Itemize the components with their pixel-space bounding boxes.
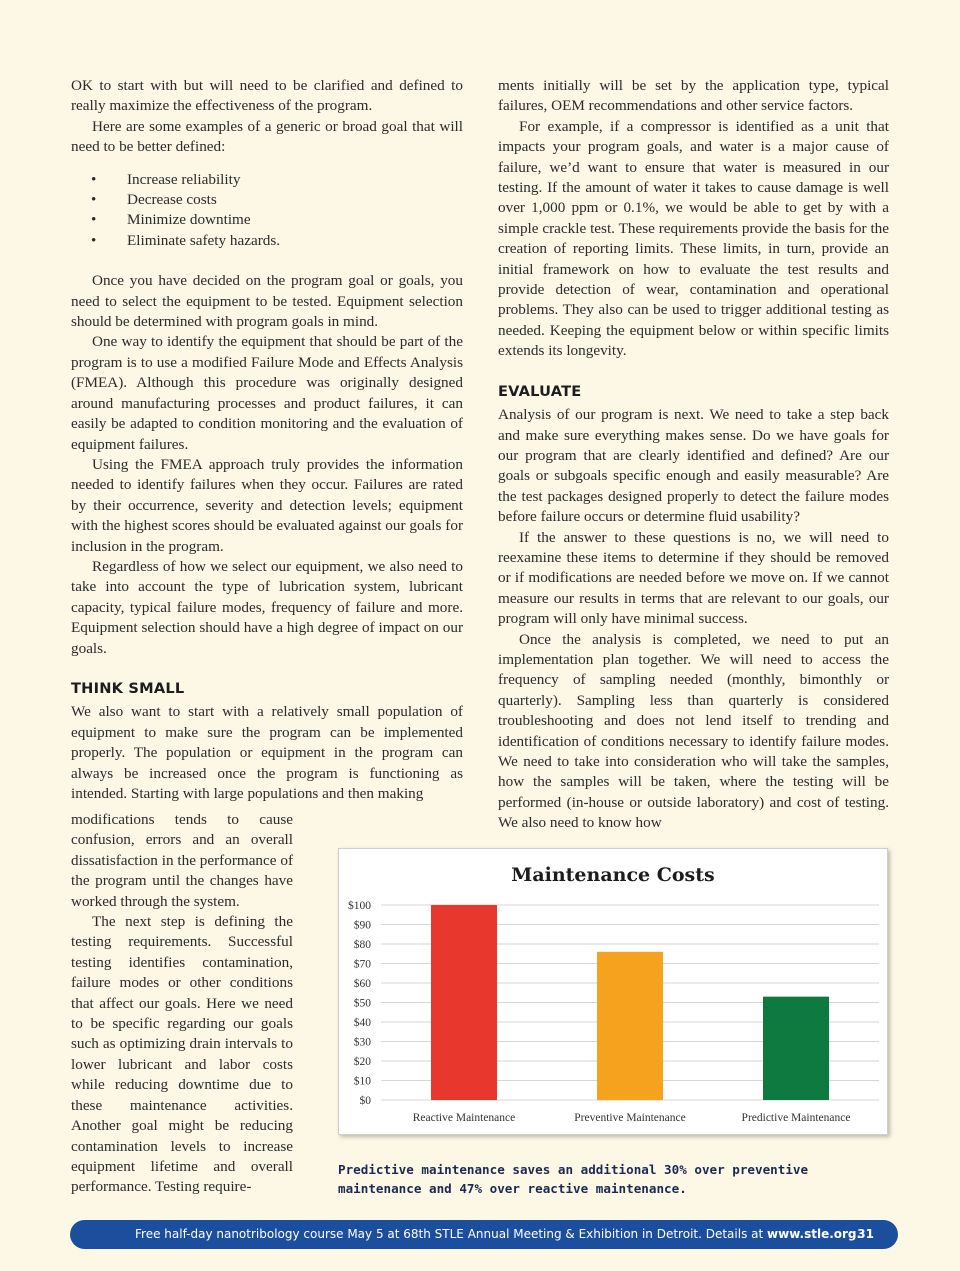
y-tick-label: $0 xyxy=(359,1095,371,1107)
y-tick-label: $60 xyxy=(353,978,371,990)
bar xyxy=(763,997,829,1100)
y-tick-label: $50 xyxy=(353,997,371,1010)
list-item: • Decrease costs xyxy=(91,190,463,210)
y-tick-label: $40 xyxy=(353,1017,371,1029)
y-axis xyxy=(348,899,371,1107)
paragraph: modifications tends to cause confusion, errors and an overall dissatisfaction in the performance of the program until the changes have worked through the system. xyxy=(71,811,293,910)
paragraph: One way to identify the equipment that should be part of the program is to use a modified Failure Mode and Effects Analysis (FMEA). Although this procedure was originally designed around manufacturing processes and product failures, it can easily be adapted to condition monitoring and the evaluation of equipment failures. xyxy=(71,333,463,453)
footer-message: Free half-day nanotribology course May 5 at 68th STLE Annual Meeting & Exhibition in Detroit. Details at xyxy=(135,1227,768,1241)
y-tick-label: $70 xyxy=(353,958,371,971)
footer-text xyxy=(135,1227,861,1241)
y-tick-label: $80 xyxy=(353,939,371,951)
section-heading-think-small: THINK SMALL xyxy=(71,679,185,697)
right-column xyxy=(498,76,889,834)
chart-title: Maintenance Costs xyxy=(511,864,715,886)
x-tick-label: Reactive Maintenance xyxy=(412,1112,516,1124)
paragraph: Once you have decided on the program goal or goals, you need to select the equipment to be tested. Equipment selection should be determined with program goals in mind. xyxy=(71,272,463,331)
y-tick-label: $20 xyxy=(353,1056,371,1068)
page-number: 31 xyxy=(857,1227,874,1241)
paragraph: We also want to start with a relatively small population of equipment to make sure the program can be implemented properly. The population or equipment in the program can always be increased once the program is functioning as intended. Starting with large populations and then making xyxy=(71,703,463,802)
paragraph: Analysis of our program is next. We need to take a step back and make sure everything makes sense. Do we have goals for our program that are clearly identified and defined? Are our goals or subgoals specific enough and easily measurable? Are the test packages designed properly to detect the failure modes before failure occurs or determine fluid usability? xyxy=(498,406,889,526)
footer-bar xyxy=(70,1220,898,1249)
left-column xyxy=(71,76,463,804)
list-item: • Minimize downtime xyxy=(91,210,463,230)
bar xyxy=(431,905,497,1100)
x-tick-label: Predictive Maintenance xyxy=(741,1112,851,1124)
paragraph: Once the analysis is completed, we need to put an implementation plan together. We will need to access the frequency of sampling needed (monthly, bimonthly or quarterly). Sampling less than quarterly is considered troubleshooting and does not lend itself to trending and identification of conditions necessary to identify failure modes. We need to take into consideration who will take the samples, how the samples will be taken, where the testing will be performed (in-house or outside laboratory) and cost of testing. We also need to know how xyxy=(498,630,889,832)
paragraph: Here are some examples of a generic or broad goal that will need to be better defined: xyxy=(71,117,463,156)
paragraph: If the answer to these questions is no, we will need to reexamine these items to determine if they should be removed or if modifications are needed before we move on. If we cannot measure our results in terms that are relevant to our goals, our program will only have minimal success. xyxy=(498,528,889,628)
y-tick-label: $10 xyxy=(353,1075,371,1088)
x-tick-label: Preventive Maintenance xyxy=(574,1112,686,1124)
bar xyxy=(597,952,663,1100)
y-tick-label: $90 xyxy=(353,919,371,932)
paragraph: ments initially will be set by the application type, typical failures, OEM recommendations and other service factors. xyxy=(498,77,889,115)
chart-svg xyxy=(339,849,887,1134)
list-item: • Increase reliability xyxy=(91,170,463,190)
paragraph: The next step is defining the testing requirements. Successful testing identifies contamination, failure modes or other conditions that affect our goals. Here we need to be specific regarding our goals such as optimizing drain intervals to lower lubricant and labor costs while reducing downtime due to these maintenance activities. Another goal might be reducing contamination levels to increase equipment lifetime and overall performance. Testing require- xyxy=(71,913,293,1196)
paragraph: OK to start with but will need to be clarified and defined to really maximize the effectiveness of the program. xyxy=(71,77,463,115)
x-axis xyxy=(413,1112,851,1124)
list-item: • Eliminate safety hazards. xyxy=(91,231,463,251)
paragraph: For example, if a compressor is identified as a unit that impacts your program goals, and water is a major cause of failure, we’d want to ensure that water is measured in our testing. If the amount of water it takes to cause damage is well over 1,000 ppm or 0.1%, we would be able to get by with a simple crackle test. These requirements provide the basis for the creation of reporting limits. These limits, in turn, provide an initial framework on how to evaluate the test results and provide detection of wear, contamination and operational problems. They also can be used to trigger additional testing as needed. Keeping the equipment below or within specific limits extends its longevity. xyxy=(498,117,889,360)
footer-link[interactable]: www.stle.org. xyxy=(767,1227,862,1241)
paragraph: Regardless of how we select our equipment, we also need to take into account the type of lubrication system, lubricant capacity, typical failure modes, frequency of failure and more. Equipment selection should have a high degree of impact on our goals. xyxy=(71,557,463,657)
paragraph: Using the FMEA approach truly provides the information needed to identify failures when they occur. Failures are rated by their occurrence, severity and detection levels; equipment with the highest scores should be evaluated against our goals for inclusion in the program. xyxy=(71,455,463,555)
y-tick-label: $30 xyxy=(353,1036,371,1049)
y-tick-label: $100 xyxy=(348,900,371,912)
chart-bars xyxy=(431,905,829,1100)
left-column-narrow xyxy=(71,810,293,1198)
chart-caption: Predictive maintenance saves an additional 30% over preventive maintenance and 47% over reactive maintenance. xyxy=(338,1162,809,1196)
maintenance-costs-chart xyxy=(338,848,888,1135)
section-heading-evaluate: EVALUATE xyxy=(498,382,582,400)
goal-list xyxy=(91,170,463,252)
